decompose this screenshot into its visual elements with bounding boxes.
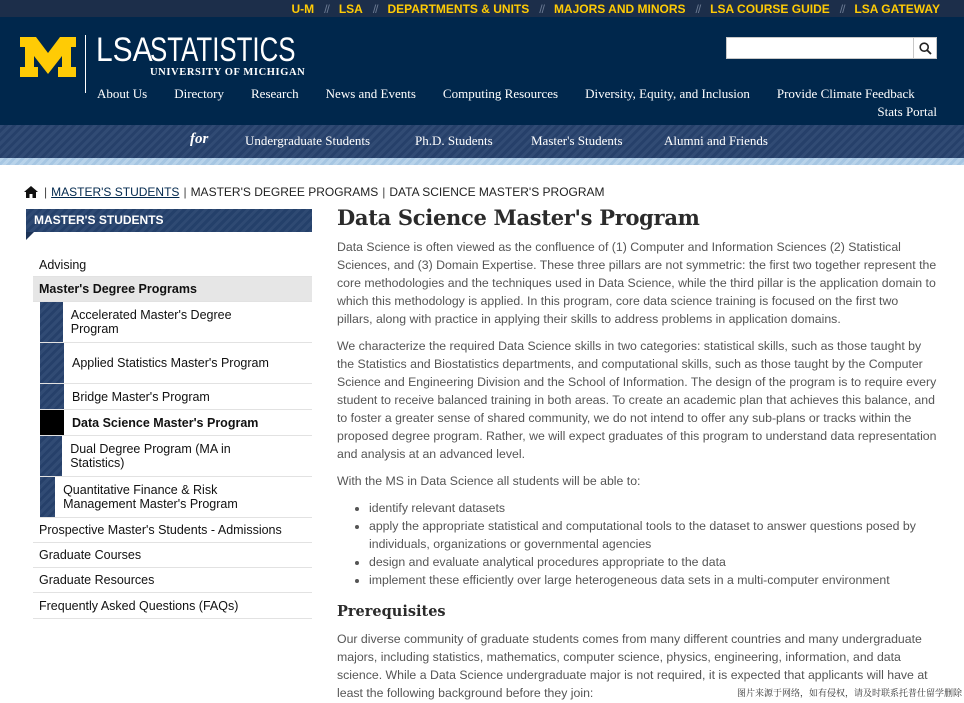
paragraph-skills: We characterize the required Data Science skills in two categories: statistical skills, such as those taught by the Statistics and Biostatistics departments, and computational skills, such as those taught by the Computer Science and Engineering Division and the School of Information. The design of the program is to require every student to receive balanced training in both areas. To create an academic plan that achieves this balance, and to foster a greater sense of shared community, we do not intend to offer any sub-plans or tracks within the proposed degree program. Rather, we will expect graduates of this program to understand data representation and analysis at an advanced level. <box>337 339 937 461</box>
sidebar-item-faqs[interactable]: Frequently Asked Questions (FAQs) <box>33 593 312 619</box>
utility-link-departments[interactable]: DEPARTMENTS & UNITS <box>387 1 530 16</box>
decorative-strip <box>0 158 964 165</box>
separator: // <box>324 1 329 16</box>
search-icon <box>919 42 932 55</box>
sidebar-subitem-data-science[interactable] <box>40 410 312 436</box>
site-header <box>0 17 964 125</box>
separator: // <box>695 1 701 16</box>
nav-climate-feedback[interactable]: Provide Climate Feedback <box>776 86 915 101</box>
nav-news-events[interactable]: News and Events <box>325 86 416 101</box>
audience-bar <box>0 125 964 158</box>
sidebar-item-advising[interactable]: Advising <box>33 253 312 277</box>
sidebar-item-degree-programs[interactable]: Master's Degree Programs <box>33 277 312 302</box>
separator: // <box>839 1 845 16</box>
subitem-marker <box>40 436 62 476</box>
breadcrumb-degree-programs[interactable]: MASTER'S DEGREE PROGRAMS <box>190 185 379 199</box>
nav-computing-resources[interactable]: Computing Resources <box>442 86 559 101</box>
block-m-logo-icon[interactable] <box>20 37 76 77</box>
sidebar-item-graduate-resources[interactable]: Graduate Resources <box>33 568 312 593</box>
search-input[interactable] <box>727 38 913 58</box>
subitem-marker <box>40 384 64 409</box>
main-nav <box>97 86 915 102</box>
paragraph-outcomes-intro: With the MS in Data Science all students will be able to: <box>337 474 641 488</box>
nav-diversity[interactable]: Diversity, Equity, and Inclusion <box>585 86 750 101</box>
sidebar-subitem-quant-finance[interactable] <box>40 477 312 518</box>
utility-link-course-guide[interactable]: LSA COURSE GUIDE <box>710 1 830 16</box>
breadcrumb-separator: | <box>44 185 48 199</box>
subitem-label: Accelerated Master's Degree Program <box>70 308 232 336</box>
nav-directory[interactable]: Directory <box>174 86 225 101</box>
breadcrumb <box>24 185 605 199</box>
sidebar-subitem-dual-degree[interactable] <box>40 436 312 477</box>
utility-link-majors[interactable]: MAJORS AND MINORS <box>553 1 686 16</box>
list-item: • design and evaluate analytical procedures appropriate to the data <box>369 553 937 571</box>
home-icon[interactable] <box>24 186 38 198</box>
breadcrumb-current: DATA SCIENCE MASTER'S PROGRAM <box>389 185 605 199</box>
subitem-marker-current <box>40 410 64 435</box>
subitem-marker <box>40 477 55 517</box>
sidebar-heading-notch <box>26 232 34 240</box>
list-item: • implement these efficiently over large heterogeneous data sets in a multi-computer environment <box>369 571 937 589</box>
utility-link-gateway[interactable]: LSA GATEWAY <box>854 1 940 16</box>
utility-link-lsa[interactable]: LSA <box>338 1 363 16</box>
sidebar-heading[interactable]: MASTER'S STUDENTS <box>26 209 312 232</box>
utility-bar <box>0 0 964 17</box>
subitem-label: Data Science Master's Program <box>72 415 259 430</box>
sidebar-item-admissions[interactable]: Prospective Master's Students - Admissions <box>33 518 312 543</box>
nav-research[interactable]: Research <box>251 86 299 101</box>
subitem-label: Applied Statistics Master's Program <box>72 356 269 370</box>
breadcrumb-separator: | <box>183 185 187 199</box>
audience-masters[interactable]: Master's Students <box>531 133 623 148</box>
logo-divider <box>85 35 86 93</box>
prerequisites-heading: Prerequisites <box>337 603 446 620</box>
audience-for-label: for <box>190 131 209 147</box>
search-button[interactable] <box>913 38 936 58</box>
separator: // <box>372 1 378 16</box>
paragraph-intro: Data Science is often viewed as the confluence of (1) Computer and Information Sciences (2) Statistical Sciences, and (3) Domain Expertise. These three pillars are not symmetric: the first two together represent the core methodologies and the techniques used in Data Science, while the third pillar is the application domain to which this methodology is applied. In this program, core data science training is focused on the first two pillars, along with practice in applying their skills to address problems in application domains. <box>337 240 937 326</box>
audience-undergraduate[interactable]: Undergraduate Students <box>245 133 371 148</box>
breadcrumb-masters-students[interactable]: MASTER'S STUDENTS <box>51 185 180 199</box>
page-title: Data Science Master's Program <box>337 205 700 230</box>
separator: // <box>539 1 544 16</box>
subitem-label: Dual Degree Program (MA in Statistics) <box>70 442 231 470</box>
sidebar-subitem-bridge[interactable] <box>40 384 312 410</box>
logo-university-text: UNIVERSITY OF MICHIGAN <box>150 67 306 78</box>
subitem-label: Bridge Master's Program <box>72 389 210 404</box>
subitem-marker <box>40 302 63 342</box>
watermark-text: 图片来源于网络，如有侵权，请及时联系托普仕留学删除 <box>736 688 962 698</box>
paragraph-prerequisites: Our diverse community of graduate students comes from many different countries and many undergraduate majors, including statistics, mathematics, computer science, physics, engineering, information, and data science. While a Data Science undergraduate major is not required, it is expected that applicants will have at least the following background before they join: <box>337 632 928 700</box>
list-item: • apply the appropriate statistical and computational tools to the dataset to answer questions posed by individuals, organizations or governmental agencies <box>369 517 937 553</box>
outcomes-list <box>369 499 937 589</box>
subitem-marker <box>40 343 64 383</box>
sidebar-item-graduate-courses[interactable]: Graduate Courses <box>33 543 312 568</box>
audience-alumni[interactable]: Alumni and Friends <box>664 133 768 148</box>
subitem-label: Quantitative Finance & Risk Management Master's Program <box>63 483 238 511</box>
breadcrumb-separator: | <box>382 185 386 199</box>
audience-phd[interactable]: Ph.D. Students <box>415 133 493 148</box>
list-item: • identify relevant datasets <box>369 499 937 517</box>
sidebar-subitem-applied-statistics[interactable] <box>40 343 312 384</box>
logo-lsa-text[interactable]: LSA <box>96 31 153 69</box>
logo-department-text[interactable]: STATISTICS <box>150 31 296 69</box>
nav-about-us[interactable]: About Us <box>97 86 148 101</box>
nav-stats-portal[interactable]: Stats Portal <box>877 104 937 119</box>
sidebar-subitem-accelerated[interactable] <box>40 302 312 343</box>
utility-link-um[interactable]: U-M <box>291 1 315 16</box>
main-content <box>337 205 937 703</box>
search-box <box>726 37 937 59</box>
